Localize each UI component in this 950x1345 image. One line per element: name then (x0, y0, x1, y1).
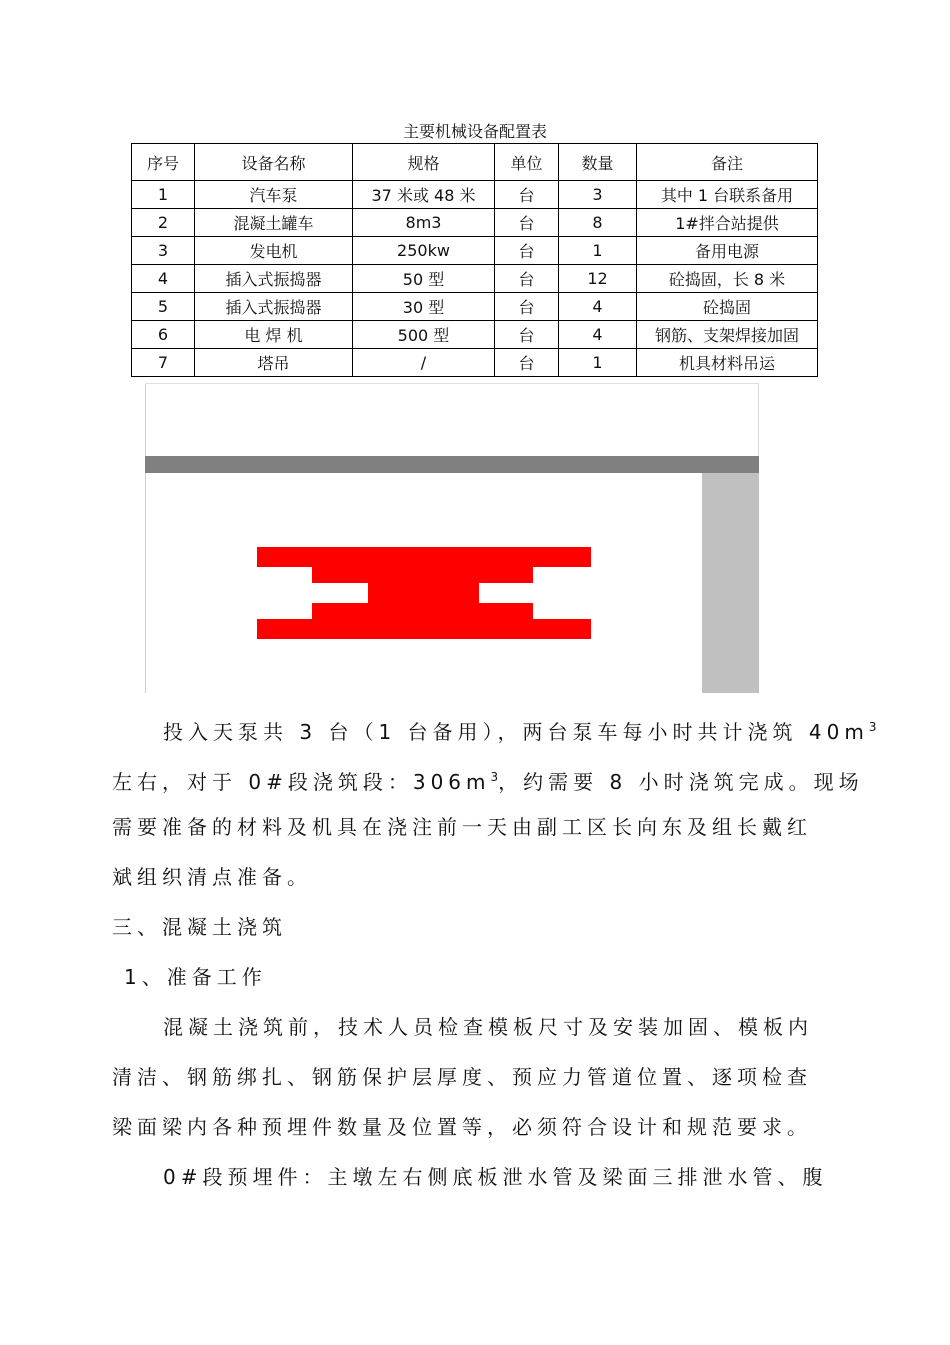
shape-right-top-stub (479, 567, 533, 583)
cell-remark: 备用电源 (637, 237, 818, 265)
cell-name: 发电机 (195, 237, 353, 265)
para1-line2-text-b: ，约需要 8 小时浇筑完成。现场 (498, 770, 864, 794)
cell-remark: 钢筋、支架焊接加固 (637, 321, 818, 349)
section-heading: 三、混凝土浇筑 (112, 915, 287, 939)
cell-name: 电 焊 机 (195, 321, 353, 349)
shape-left-top-arm (257, 547, 368, 567)
cell-index: 5 (132, 293, 195, 321)
cell-unit: 台 (495, 265, 559, 293)
cell-qty: 3 (559, 181, 637, 209)
cell-unit: 台 (495, 209, 559, 237)
equipment-table (131, 143, 818, 377)
pier-column (702, 473, 759, 693)
cell-unit: 台 (495, 293, 559, 321)
para3-line1: 0#段预埋件：主墩左右侧底板泄水管及梁面三排泄水管、腹 (163, 1165, 828, 1189)
shape-left-top-stub (312, 567, 368, 583)
para1-line4: 斌组织清点准备。 (112, 865, 312, 889)
cell-spec: 250kw (353, 237, 495, 265)
col-header-unit: 单位 (495, 144, 559, 181)
para1-line1 (163, 712, 891, 747)
cell-remark: 机具材料吊运 (637, 349, 818, 377)
col-header-qty: 数量 (559, 144, 637, 181)
para2-line3: 梁面梁内各种预埋件数量及位置等，必须符合设计和规范要求。 (112, 1115, 812, 1139)
subsection-heading: 1、准备工作 (124, 965, 267, 989)
cell-unit: 台 (495, 237, 559, 265)
cell-index: 4 (132, 265, 195, 293)
para1-line3: 需要准备的材料及机具在浇注前一天由副工区长向东及组长戴红 (112, 815, 812, 839)
cell-spec: 30 型 (353, 293, 495, 321)
shape-right-bottom-arm (479, 619, 591, 639)
col-header-index: 序号 (132, 144, 195, 181)
cell-qty: 1 (559, 349, 637, 377)
table-row (132, 321, 818, 349)
cell-remark: 砼捣固，长 8 米 (637, 265, 818, 293)
table-header-row (132, 144, 818, 181)
beam-bar (145, 456, 759, 473)
cell-unit: 台 (495, 181, 559, 209)
cell-index: 1 (132, 181, 195, 209)
cell-remark: 其中 1 台联系备用 (637, 181, 818, 209)
para2-line1: 混凝土浇筑前，技术人员检查模板尺寸及安装加固、模板内 (163, 1015, 813, 1039)
cell-name: 插入式振捣器 (195, 265, 353, 293)
cell-qty: 4 (559, 321, 637, 349)
cell-remark: 砼捣固 (637, 293, 818, 321)
table-row (132, 209, 818, 237)
table-row (132, 349, 818, 377)
cell-spec: / (353, 349, 495, 377)
cell-spec: 8m3 (353, 209, 495, 237)
cell-index: 7 (132, 349, 195, 377)
cell-name: 汽车泵 (195, 181, 353, 209)
cell-index: 6 (132, 321, 195, 349)
cell-index: 3 (132, 237, 195, 265)
col-header-name: 设备名称 (195, 144, 353, 181)
cell-spec: 50 型 (353, 265, 495, 293)
cell-index: 2 (132, 209, 195, 237)
para1-line2-text-a: 左右，对于 0#段浇筑段：306m (112, 770, 491, 794)
cell-qty: 8 (559, 209, 637, 237)
cell-qty: 12 (559, 265, 637, 293)
para1-line2 (112, 762, 864, 797)
superscript: 3 (490, 770, 499, 784)
shape-right-top-arm (479, 547, 591, 567)
cell-name: 插入式振捣器 (195, 293, 353, 321)
table-row (132, 293, 818, 321)
col-header-remark: 备注 (637, 144, 818, 181)
cell-qty: 4 (559, 293, 637, 321)
table-title: 主要机械设备配置表 (402, 122, 547, 141)
shape-right-bottom-stub (479, 603, 533, 619)
para1-line1-text: 投入天泵共 3 台（1 台备用），两台泵车每小时共计浇筑 40m (163, 720, 869, 744)
superscript: 3 (868, 720, 877, 734)
shape-left-bottom-arm (257, 619, 368, 639)
shape-left-bottom-stub (312, 603, 368, 619)
cell-name: 塔吊 (195, 349, 353, 377)
cell-spec: 37 米或 48 米 (353, 181, 495, 209)
shape-center-block (368, 547, 479, 639)
table-row (132, 237, 818, 265)
cell-unit: 台 (495, 321, 559, 349)
table-row (132, 181, 818, 209)
col-header-spec: 规格 (353, 144, 495, 181)
layout-diagram (145, 383, 760, 693)
para2-line2: 清洁、钢筋绑扎、钢筋保护层厚度、预应力管道位置、逐项检查 (112, 1065, 812, 1089)
cell-name: 混凝土罐车 (195, 209, 353, 237)
pump-truck-shape (257, 547, 591, 639)
table-row (132, 265, 818, 293)
cell-remark: 1#拌合站提供 (637, 209, 818, 237)
cell-spec: 500 型 (353, 321, 495, 349)
cell-unit: 台 (495, 349, 559, 377)
cell-qty: 1 (559, 237, 637, 265)
